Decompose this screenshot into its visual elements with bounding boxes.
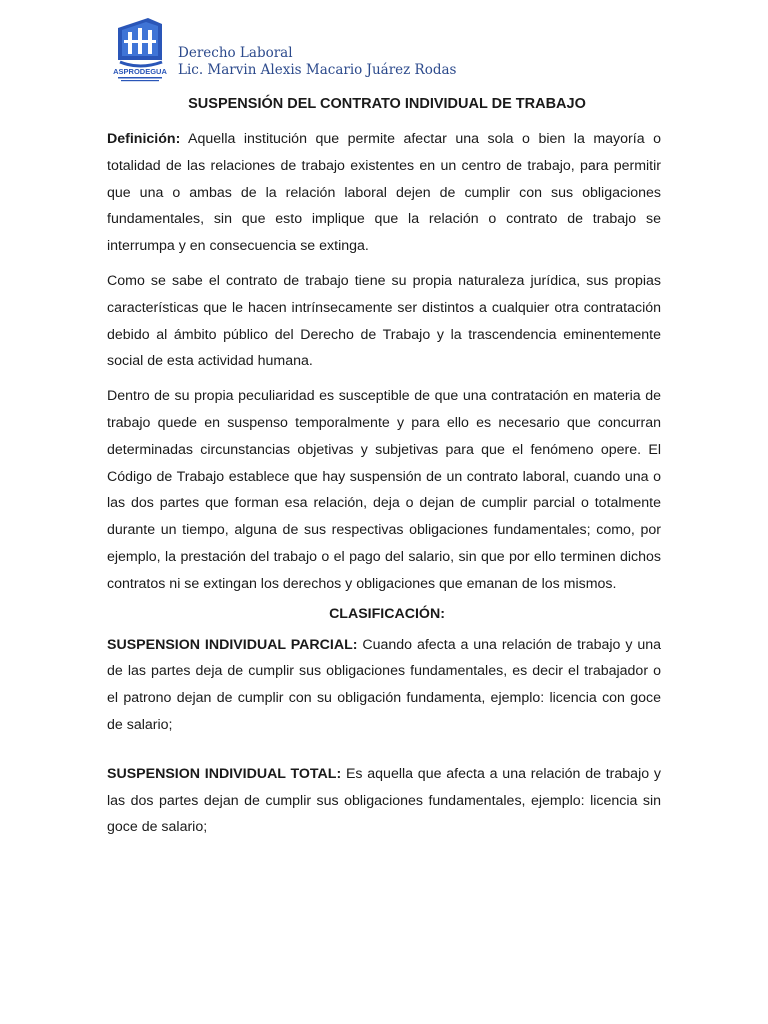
total-suspension-paragraph: [107, 761, 661, 841]
section-heading: CLASIFICACIÓN:: [329, 605, 445, 622]
total-suspension-text: Es aquella que afecta a una relación de trabajo y las dos partes dejan de cumplir sus obligaciones fundamentales, ejemplo: licencia sin goce de salario;: [107, 765, 661, 836]
definition-paragraph: [107, 126, 661, 260]
asprodegua-logo: [112, 14, 168, 84]
nature-paragraph: Como se sabe el contrato de trabajo tiene su propia naturaleza jurídica, sus propias características que le hacen intrínsecamente ser distintos a cualquier otra contratación debido al ámbito público del Derecho de Trabajo y la trascendencia eminentemente social de esta actividad humana.: [107, 272, 661, 370]
document-body: [107, 96, 661, 849]
total-suspension-label: SUSPENSION INDIVIDUAL TOTAL:: [107, 765, 342, 782]
page-title: SUSPENSIÓN DEL CONTRATO INDIVIDUAL DE TRABAJO: [188, 96, 586, 112]
partial-suspension-label: SUSPENSION INDIVIDUAL PARCIAL:: [107, 636, 358, 653]
partial-suspension-text: Cuando afecta a una relación de trabajo y una de las partes deja de cumplir sus obligaciones fundamentales, es decir el trabajador o el patrono dejan de cumplir con su obligación fundamenta, ejemplo: licencia con goce de salario;: [107, 636, 661, 733]
definition-label: Definición:: [107, 131, 181, 147]
partial-suspension-paragraph: [107, 632, 661, 739]
course-title: Derecho Laboral: [178, 45, 293, 61]
document-header: [112, 14, 672, 84]
peculiarity-paragraph: Dentro de su propia peculiaridad es susceptible de que una contratación en materia de trabajo quede en suspenso temporalmente y para ello es necesario que concurran determinadas circunstancias objetivas y subjetivas para que el fenómeno opere. El Código de Trabajo establece que hay suspensión de un contrato laboral, cuando una o las dos partes que forman esa relación, deja o dejan de cumplir parcial o totalmente durante un tiempo, alguna de sus respectivas obligaciones fundamentales; como, por ejemplo, la prestación del trabajo o el pago del salario, sin que por ello terminen dichos contratos ni se extingan los derechos y obligaciones que emanan de los mismos.: [107, 388, 661, 592]
author-name: Lic. Marvin Alexis Macario Juárez Rodas: [178, 62, 457, 78]
definition-text: Aquella institución que permite afectar una sola o bien la mayoría o totalidad de las relaciones de trabajo existentes en un centro de trabajo, para permitir que una o ambas de la relación laboral dejen de cumplir con sus obligaciones fundamentales, sin que esto implique que la relación o contrato de trabajo se interrumpa y en consecuencia se extinga.: [107, 131, 661, 255]
logo-text: ASPRODEGUA: [113, 67, 167, 76]
header-text: [178, 45, 456, 79]
